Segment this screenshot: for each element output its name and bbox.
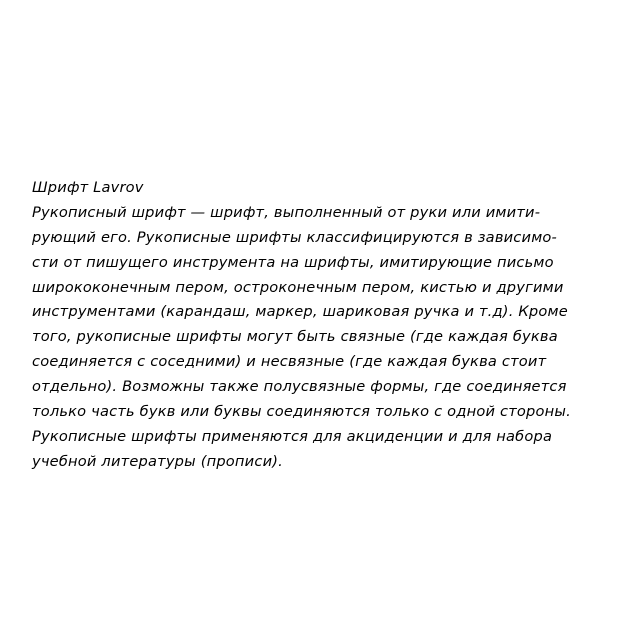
specimen-line-1: Рукописный шрифт — шрифт, выполненный от руки или имити- (32, 203, 541, 221)
specimen-line-6: того, рукописные шрифты могут быть связные (где каждая буква (32, 328, 558, 346)
specimen-line-3: сти от пишущего инструмента на шрифты, имитирующие письмо (32, 253, 554, 271)
font-specimen (32, 176, 612, 475)
specimen-line-8: отдельно). Возможны также полусвязные формы, где соединяется (32, 378, 567, 396)
specimen-line-2: рующий его. Рукописные шрифты классифицируются в зависимо- (32, 228, 558, 246)
specimen-title: Шрифт Lavrov (32, 179, 144, 196)
specimen-line-10: Рукописные шрифты применяются для акциденции и для набора (32, 427, 553, 445)
specimen-line-7: соединяется с соседними) и несвязные (где каждая буква стоит (32, 353, 547, 371)
specimen-line-5: инструментами (карандаш, маркер, шариковая ручка и т.д). Кроме (32, 303, 568, 321)
specimen-line-9: только часть букв или буквы соединяются только с одной стороны. (32, 403, 571, 421)
specimen-line-11: учебной литературы (прописи). (32, 452, 283, 470)
specimen-line-4: ширококонечным пером, остроконечным пером, кистью и другими (32, 278, 564, 296)
